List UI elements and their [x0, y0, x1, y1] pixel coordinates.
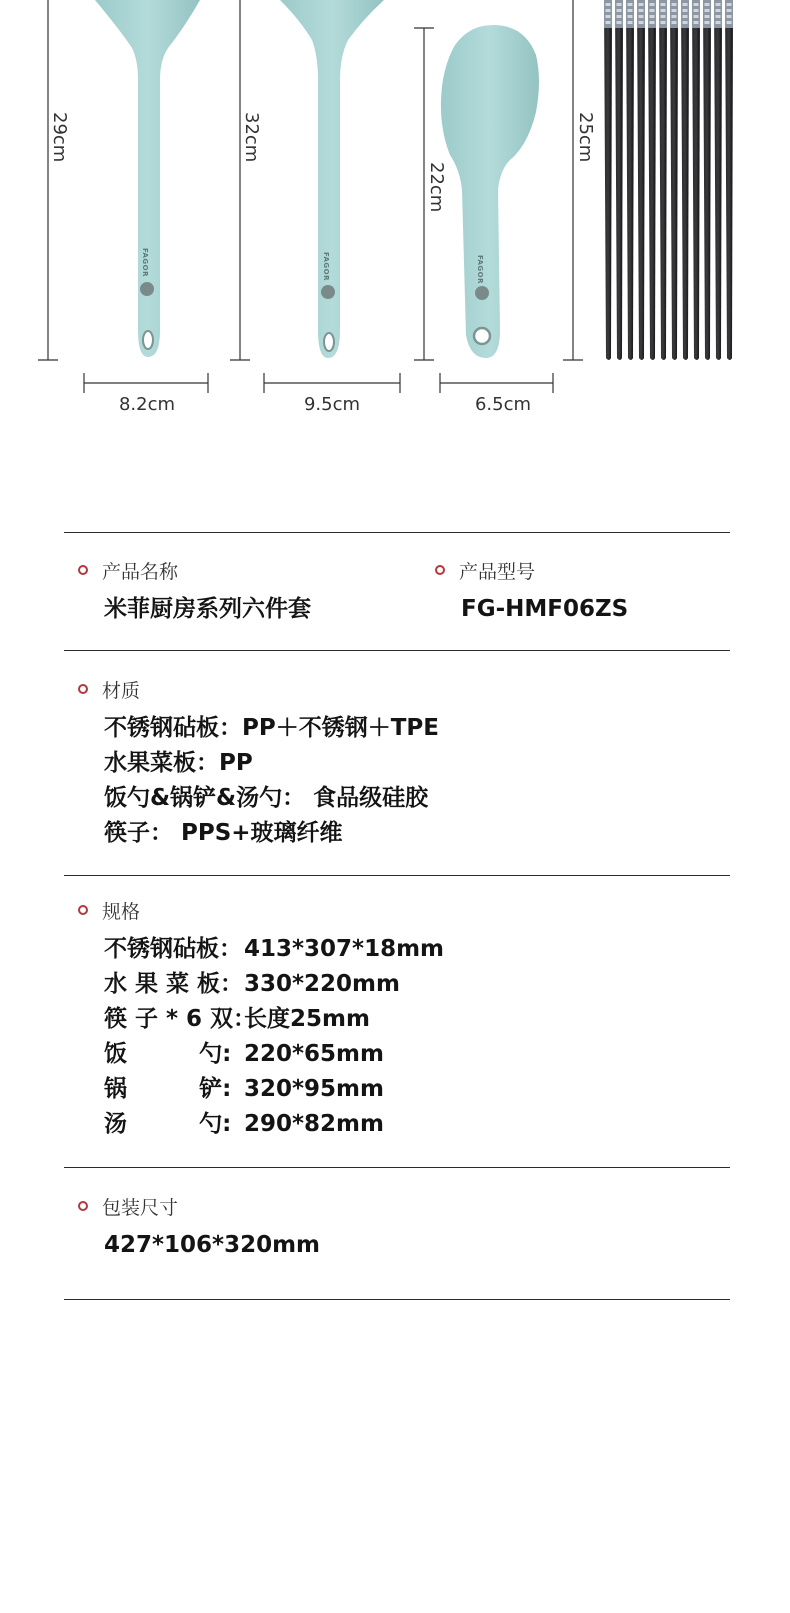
material-line: 水果菜板：PP [104, 750, 253, 776]
product-name-section [64, 558, 394, 627]
chopstick-pattern-mark [716, 3, 721, 6]
chopstick-pattern-mark [716, 21, 721, 24]
spatula-brand: FAGOR [322, 252, 330, 281]
chopstick-pattern-mark [694, 21, 699, 24]
chopstick-pattern-mark [606, 21, 611, 24]
bullet-icon [435, 565, 445, 575]
chopstick-pattern-mark [705, 21, 710, 24]
size-row-value: 长度25mm [244, 1006, 370, 1032]
size-section [64, 898, 724, 1142]
chopstick-pattern-mark [639, 21, 644, 24]
divider-3 [64, 875, 730, 876]
ladle-logo-icon [140, 282, 154, 296]
chopstick-pattern-mark [639, 15, 644, 18]
chopstick [604, 0, 612, 360]
chopstick-pattern-mark [628, 3, 633, 6]
material-line: 饭勺&锅铲&汤勺： 食品级硅胶 [104, 785, 429, 811]
chopstick-pattern-mark [639, 9, 644, 12]
size-row-value: 413*307*18mm [244, 936, 445, 962]
chopstick [626, 0, 634, 360]
paddle-height-label: 22cm [426, 162, 447, 213]
divider-top [64, 532, 730, 533]
utensil-dimension-illustration [0, 0, 790, 430]
spatula-logo-icon [321, 285, 335, 299]
size-label: 规格 [102, 900, 141, 923]
spatula-hang-hole-icon [324, 333, 334, 351]
chopstick-pattern-mark [661, 21, 666, 24]
chopstick-pattern-mark [694, 3, 699, 6]
size-row-key: 水 果 菜 板： [104, 971, 244, 997]
chopstick-pattern-mark [617, 9, 622, 12]
chopstick [714, 0, 722, 360]
spatula-body [280, 0, 384, 358]
chopsticks-height-label: 25cm [575, 112, 596, 163]
paddle-logo-icon [475, 286, 489, 300]
paddle-width-label: 6.5cm [474, 394, 532, 415]
chopstick-pattern-mark [683, 9, 688, 12]
chopstick [670, 0, 678, 360]
chopstick-pattern-mark [716, 15, 721, 18]
size-row-value: 290*82mm [244, 1111, 384, 1137]
chopstick [637, 0, 645, 360]
chopstick-pattern-mark [606, 9, 611, 12]
spatula-height-label: 32cm [241, 112, 262, 163]
chopstick-pattern-mark [694, 9, 699, 12]
chopstick-pattern-mark [661, 15, 666, 18]
size-row [104, 1002, 724, 1037]
size-row-key: 汤 勺: [104, 1111, 232, 1137]
bullet-icon [78, 905, 88, 915]
chopstick-pattern-mark [705, 15, 710, 18]
size-row-value: 330*220mm [244, 971, 400, 997]
paddle-brand: FAGOR [476, 255, 484, 284]
chopstick [681, 0, 689, 360]
package-value: 427*106*320mm [104, 1232, 321, 1258]
bullet-icon [78, 1201, 88, 1211]
chopstick-pattern-mark [639, 3, 644, 6]
size-row-key: 锅 铲: [104, 1076, 232, 1102]
rice-paddle-group [414, 25, 553, 415]
paddle-hang-hole-icon [474, 328, 490, 344]
bullet-icon [78, 565, 88, 575]
size-row-value: 220*65mm [244, 1041, 384, 1067]
chopstick [725, 0, 733, 360]
chopstick-bundle [604, 0, 733, 360]
chopstick-pattern-mark [672, 15, 677, 18]
chopstick-pattern-mark [672, 9, 677, 12]
ladle-body [95, 0, 200, 357]
chopstick-pattern-mark [705, 3, 710, 6]
chopstick-pattern-mark [617, 3, 622, 6]
model-value: FG-HMF06ZS [461, 596, 629, 622]
chopstick-pattern-mark [727, 21, 732, 24]
spatula-width-label: 9.5cm [303, 394, 361, 415]
chopstick-pattern-mark [628, 9, 633, 12]
size-row-key: 饭 勺: [104, 1041, 232, 1067]
divider-bottom [64, 1299, 730, 1300]
size-row [104, 967, 724, 1002]
chopstick-pattern-mark [672, 21, 677, 24]
chopstick-pattern-mark [628, 21, 633, 24]
chopstick-pattern-mark [716, 9, 721, 12]
chopstick-pattern-mark [650, 9, 655, 12]
material-line: 筷子： PPS+玻璃纤维 [104, 820, 343, 846]
chopstick-pattern-mark [606, 3, 611, 6]
product-name-label: 产品名称 [102, 560, 179, 583]
ladle-brand: FAGOR [141, 248, 149, 277]
chopstick [615, 0, 623, 360]
product-name-value: 米菲厨房系列六件套 [104, 596, 311, 622]
model-section [421, 558, 721, 627]
ladle-width-label: 8.2cm [118, 394, 176, 415]
chopstick [648, 0, 656, 360]
material-label: 材质 [102, 679, 141, 702]
chopstick-pattern-mark [628, 15, 633, 18]
chopstick-pattern-mark [683, 21, 688, 24]
size-row [104, 932, 724, 967]
chopstick-pattern-mark [650, 3, 655, 6]
size-row [104, 1072, 724, 1107]
chopstick [692, 0, 700, 360]
ladle-height-label: 29cm [49, 112, 70, 163]
ladle-hang-hole-icon [143, 331, 153, 349]
size-row-value: 320*95mm [244, 1076, 384, 1102]
divider-4 [64, 1167, 730, 1168]
chopstick-pattern-mark [650, 21, 655, 24]
size-row [104, 1107, 724, 1142]
model-label: 产品型号 [459, 560, 536, 583]
material-section [64, 677, 724, 851]
chopstick-pattern-mark [683, 3, 688, 6]
chopstick-pattern-mark [650, 15, 655, 18]
chopsticks-group [563, 0, 733, 360]
divider-2 [64, 650, 730, 651]
chopstick-pattern-mark [661, 3, 666, 6]
bullet-icon [78, 684, 88, 694]
paddle-body [441, 25, 539, 358]
size-row [104, 1037, 724, 1072]
chopstick-pattern-mark [694, 15, 699, 18]
chopstick [703, 0, 711, 360]
chopstick-pattern-mark [617, 15, 622, 18]
chopstick-pattern-mark [683, 15, 688, 18]
ladle-group [38, 0, 208, 415]
material-line: 不锈钢砧板：PP＋不锈钢＋TPE [104, 715, 439, 741]
spatula-group [230, 0, 400, 415]
package-section [64, 1194, 724, 1263]
size-row-key: 不锈钢砧板： [104, 936, 242, 962]
chopstick-pattern-mark [727, 9, 732, 12]
chopstick-pattern-mark [661, 9, 666, 12]
chopstick-pattern-mark [672, 3, 677, 6]
chopstick-pattern-mark [727, 15, 732, 18]
chopstick [659, 0, 667, 360]
chopstick-pattern-mark [705, 9, 710, 12]
chopstick-pattern-mark [617, 21, 622, 24]
chopstick-pattern-mark [606, 15, 611, 18]
chopstick-pattern-mark [727, 3, 732, 6]
package-label: 包装尺寸 [102, 1196, 179, 1219]
size-row-key: 筷 子 * 6 双： [104, 1006, 257, 1032]
